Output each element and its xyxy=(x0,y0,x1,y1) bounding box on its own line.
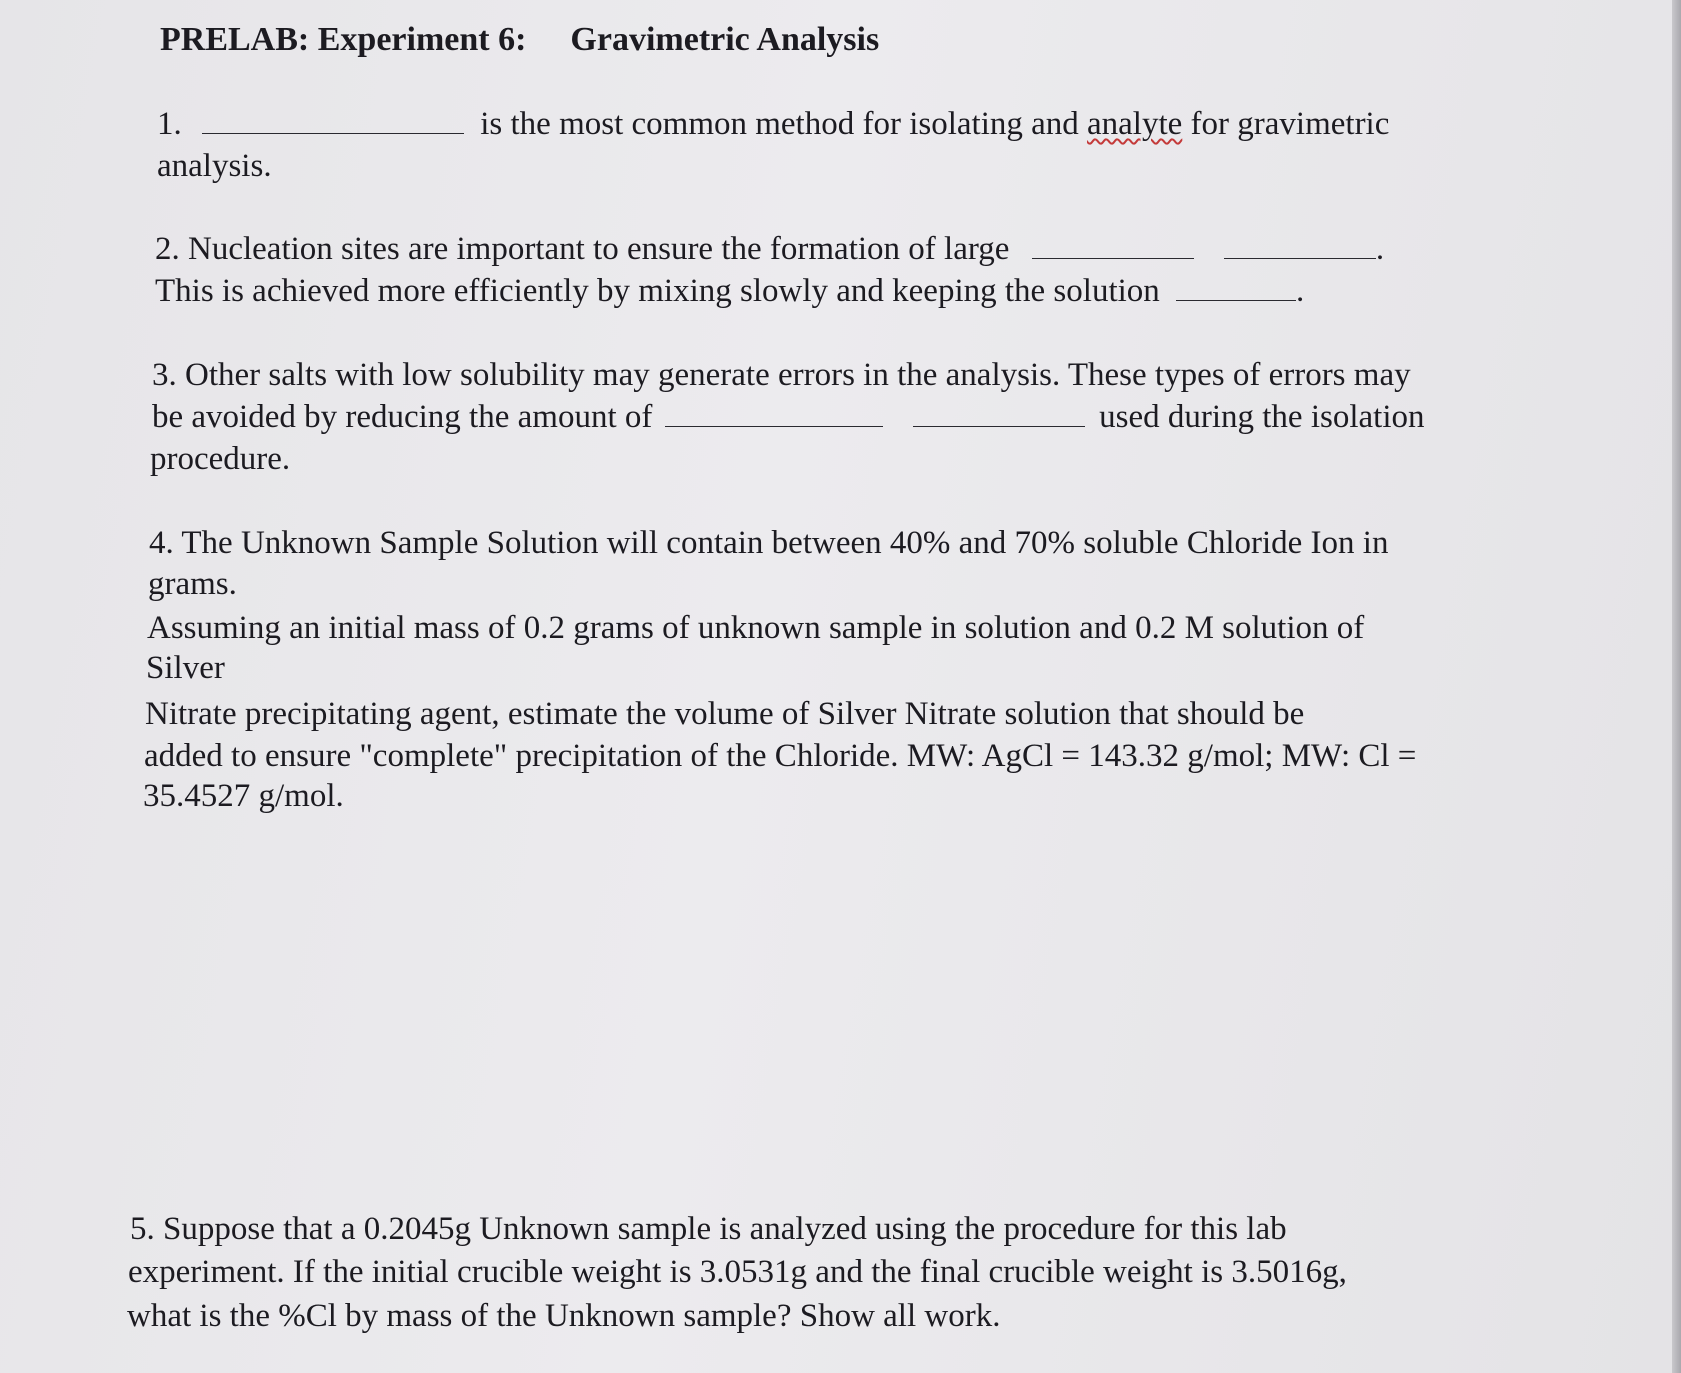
question-5-line-2: experiment. If the initial crucible weight is 3.0531g and the final crucible weight is 3.5016g, xyxy=(128,1254,1347,1290)
question-2-period-1: . xyxy=(1375,231,1385,267)
question-3-text-b: used during the isolation xyxy=(1099,399,1425,435)
question-1-line-1 xyxy=(157,104,1389,144)
question-3-line-2 xyxy=(152,397,1425,437)
question-4-line-5: Nitrate precipitating agent, estimate the volume of Silver Nitrate solution that should be xyxy=(145,696,1305,732)
question-3-text-a: be avoided by reducing the amount of xyxy=(152,399,653,435)
question-2-blank-3 xyxy=(1176,274,1296,301)
question-3-blank-1 xyxy=(665,400,883,427)
question-1-number: 1. xyxy=(157,106,182,142)
question-2-blank-1 xyxy=(1032,232,1194,259)
question-1-text-b: for gravimetric xyxy=(1190,106,1390,142)
page-title xyxy=(160,20,879,60)
question-3-blank-2 xyxy=(913,400,1085,427)
question-4-line-3: Assuming an initial mass of 0.2 grams of unknown sample in solution and 0.2 M solution of xyxy=(147,610,1365,646)
question-2-line-1 xyxy=(155,229,1384,269)
question-4-line-4: Silver xyxy=(146,650,225,686)
question-1-misspelled-word: analyte xyxy=(1087,106,1183,142)
question-1-text-a: is the most common method for isolating and xyxy=(480,106,1079,142)
question-3-line-3: procedure. xyxy=(150,441,291,477)
question-5-line-3: what is the %Cl by mass of the Unknown sample? Show all work. xyxy=(127,1298,1001,1334)
question-4-line-2: grams. xyxy=(148,566,237,602)
title-topic: Gravimetric Analysis xyxy=(570,21,880,58)
question-1-blank xyxy=(202,107,464,134)
page-edge-shadow xyxy=(1672,0,1681,1373)
question-2-blank-2 xyxy=(1224,232,1376,259)
question-5-line-1: 5. Suppose that a 0.2045g Unknown sample is analyzed using the procedure for this lab xyxy=(130,1211,1287,1247)
question-2-period-2: . xyxy=(1296,273,1305,309)
question-4-line-1: 4. The Unknown Sample Solution will contain between 40% and 70% soluble Chloride Ion in xyxy=(149,525,1389,561)
question-2-text-1: 2. Nucleation sites are important to ensure the formation of large xyxy=(155,231,1010,267)
question-1-line-2: analysis. xyxy=(157,148,272,184)
question-2-text-2: This is achieved more efficiently by mixing slowly and keeping the solution xyxy=(155,273,1160,309)
title-experiment: PRELAB: Experiment 6: xyxy=(160,21,527,58)
question-3-line-1: 3. Other salts with low solubility may generate errors in the analysis. These types of errors may xyxy=(152,357,1411,393)
question-4-line-7: 35.4527 g/mol. xyxy=(143,778,344,814)
question-4-line-6: added to ensure "complete" precipitation of the Chloride. MW: AgCl = 143.32 g/mol; MW: Cl = xyxy=(144,738,1417,774)
question-2-line-2 xyxy=(155,271,1304,311)
